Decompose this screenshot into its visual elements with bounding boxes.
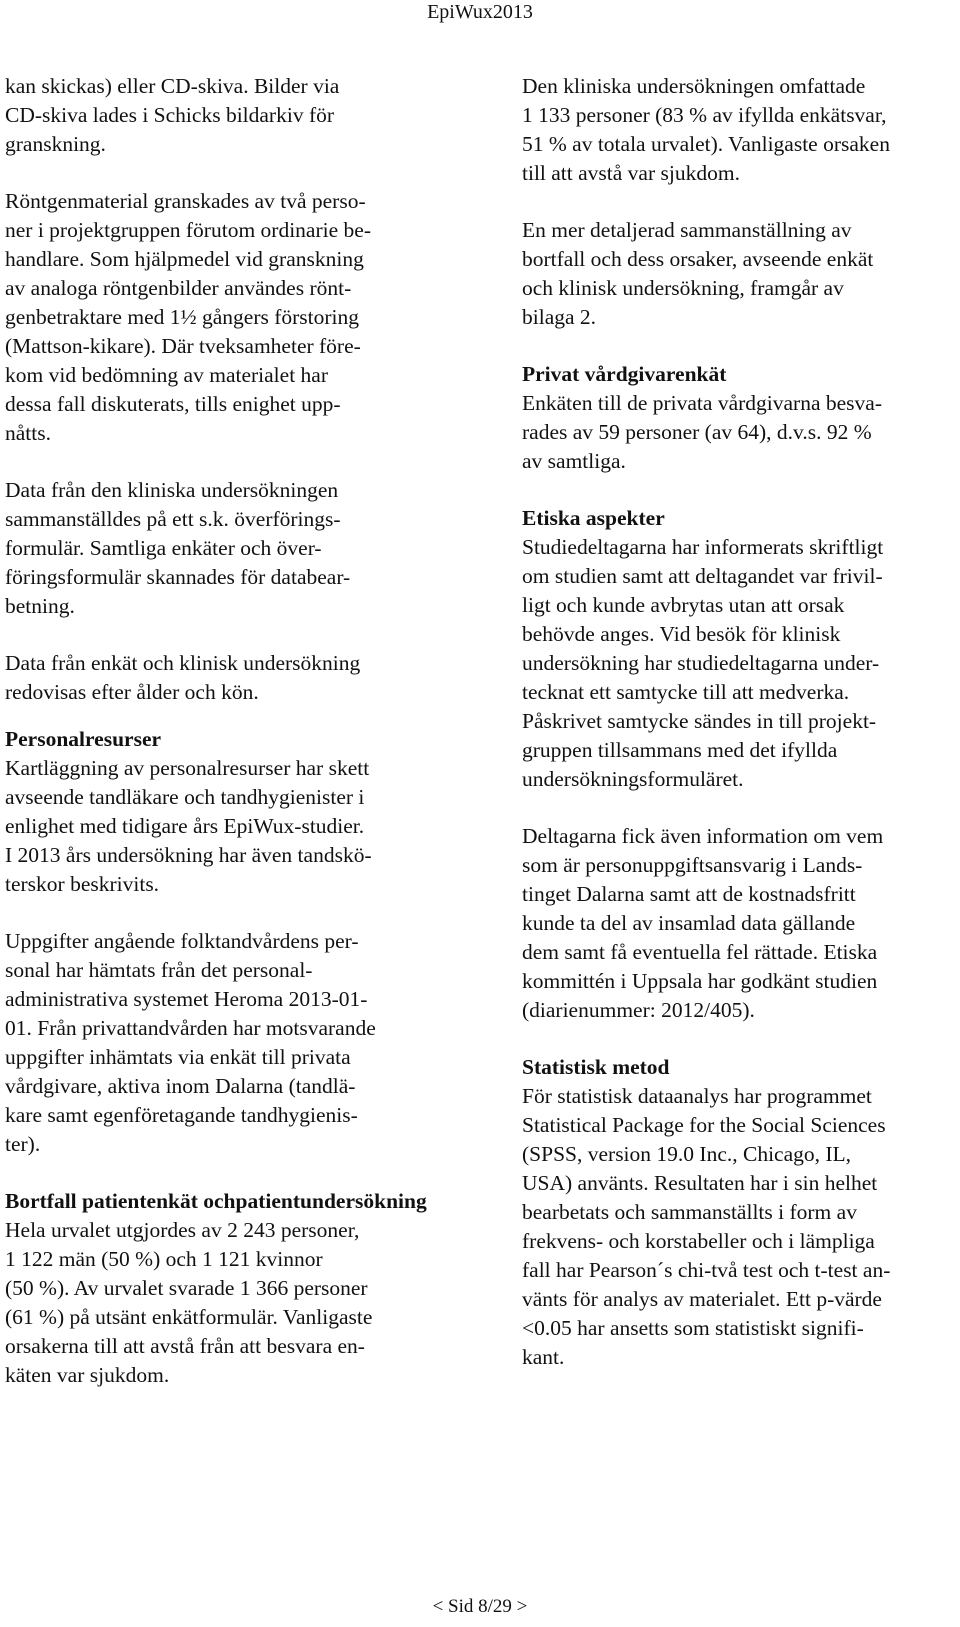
text-line: 01. Från privattandvården har motsvarande [5, 1016, 376, 1040]
text-line: terskor beskrivits. [5, 872, 160, 896]
paragraph [5, 754, 450, 899]
text-line: 1 122 män (50 %) och 1 121 kvinnor [5, 1247, 323, 1271]
text-line: <0.05 har ansetts som statistiskt signifi- [522, 1316, 864, 1340]
text-line: CD-skiva lades i Schicks bildarkiv för [5, 103, 335, 127]
section-bortfall [5, 1187, 450, 1390]
text-line: betning. [5, 594, 75, 618]
text-line: frekvens- och korstabeller och i lämpliga [522, 1229, 875, 1253]
paragraph [5, 72, 450, 159]
text-line: undersökning har studiedeltagarna under- [522, 651, 880, 675]
text-line: kant. [522, 1345, 565, 1369]
text-line: dem samt få eventuella fel rättade. Etiska [522, 940, 878, 964]
text-line: gruppen tillsammans med det ifyllda [522, 738, 838, 762]
text-line: käten var sjukdom. [5, 1363, 170, 1387]
right-column [522, 72, 960, 1400]
text-line: rades av 59 personer (av 64), d.v.s. 92 % [522, 420, 872, 444]
paragraph [522, 533, 960, 794]
section-heading: Privat vårdgivarenkät [522, 362, 727, 386]
text-line: Den kliniska undersökningen omfattade [522, 74, 866, 98]
text-line: handlare. Som hjälpmedel vid granskning [5, 247, 364, 271]
text-line: fall har Pearson´s chi-två test och t-test an- [522, 1258, 891, 1282]
text-line: tecknat ett samtycke till att medverka. [522, 680, 850, 704]
paragraph [5, 476, 450, 621]
text-line: En mer detaljerad sammanställning av [522, 218, 852, 242]
text-line: föringsformulär skannades för databear- [5, 565, 351, 589]
text-line: bearbetats och sammanställts i form av [522, 1200, 857, 1224]
paragraph [522, 389, 960, 476]
text-line: Kartläggning av personalresurser har skett [5, 756, 370, 780]
text-line: ner i projektgruppen förutom ordinarie be- [5, 218, 371, 242]
text-line: kare samt egenföretagande tandhygienis- [5, 1103, 358, 1127]
text-line: Studiedeltagarna har informerats skriftligt [522, 535, 884, 559]
text-line: Deltagarna fick även information om vem [522, 824, 884, 848]
text-line: Data från den kliniska undersökningen [5, 478, 339, 502]
text-line: nåtts. [5, 421, 51, 445]
text-line: enlighet med tidigare års EpiWux-studier. [5, 814, 365, 838]
text-line: Påskrivet samtycke sändes in till projekt- [522, 709, 877, 733]
section-etiska-aspekter [522, 504, 960, 1025]
text-line: 51 % av totala urvalet). Vanligaste orsaken [522, 132, 890, 156]
text-line: 1 133 personer (83 % av ifyllda enkätsvar, [522, 103, 887, 127]
document-title: EpiWux2013 [427, 1, 533, 23]
text-line: vänts för analys av materialet. Ett p-värde [522, 1287, 882, 1311]
text-line: orsakerna till att avstå från att besvara en- [5, 1334, 365, 1358]
section-heading: Statistisk metod [522, 1055, 670, 1079]
text-line: redovisas efter ålder och kön. [5, 680, 259, 704]
text-line: (SPSS, version 19.0 Inc., Chicago, IL, [522, 1142, 852, 1166]
text-line: Röntgenmaterial granskades av två perso- [5, 189, 366, 213]
paragraph [522, 822, 960, 1025]
section-heading [5, 1187, 450, 1216]
section-privat-vardgivarenkat [522, 360, 960, 476]
text-line: Hela urvalet utgjordes av 2 243 personer, [5, 1218, 360, 1242]
text-line: ter). [5, 1132, 41, 1156]
section-heading: Personalresurser [5, 727, 162, 751]
paragraph [522, 216, 960, 332]
text-line: om studien samt att deltagandet var frivil- [522, 564, 883, 588]
text-line: kom vid bedömning av materialet har [5, 363, 329, 387]
text-line: kunde ta del av insamlad data gällande [522, 911, 856, 935]
text-line: patientundersökning [235, 1189, 427, 1213]
text-line: ligt och kunde avbrytas utan att orsak [522, 593, 845, 617]
text-line: sonal har hämtats från det personal- [5, 958, 313, 982]
text-line: Enkäten till de privata vårdgivarna besva- [522, 391, 882, 415]
text-line: av samtliga. [522, 449, 626, 473]
section-heading: Etiska aspekter [522, 506, 665, 530]
text-line: uppgifter inhämtats via enkät till privata [5, 1045, 351, 1069]
section-statistisk-metod [522, 1053, 960, 1372]
text-line: tinget Dalarna samt att de kostnadsfritt [522, 882, 856, 906]
text-line: som är personuppgiftsansvarig i Lands- [522, 853, 863, 877]
left-column [5, 72, 450, 1418]
text-line: dessa fall diskuterats, tills enighet upp- [5, 392, 341, 416]
paragraph [5, 649, 450, 707]
text-line: genbetraktare med 1½ gångers förstoring [5, 305, 360, 329]
text-line: granskning. [5, 132, 106, 156]
text-line: formulär. Samtliga enkäter och över- [5, 536, 322, 560]
text-line: till att avstå var sjukdom. [522, 161, 740, 185]
text-line: sammanställdes på ett s.k. överförings- [5, 507, 341, 531]
text-line: avseende tandläkare och tandhygienister i [5, 785, 365, 809]
text-line: av analoga röntgenbilder användes rönt- [5, 276, 352, 300]
page-number: < Sid 8/29 > [432, 1596, 528, 1617]
text-line: vårdgivare, aktiva inom Dalarna (tandlä- [5, 1074, 356, 1098]
page-footer [0, 1596, 960, 1618]
text-line: För statistisk dataanalys har programmet [522, 1084, 872, 1108]
text-line: (50 %). Av urvalet svarade 1 366 personer [5, 1276, 368, 1300]
text-line: och klinisk undersökning, framgår av [522, 276, 844, 300]
paragraph [522, 1082, 960, 1372]
text-line: undersökningsformuläret. [522, 767, 744, 791]
text-line: bortfall och dess orsaker, avseende enkät [522, 247, 874, 271]
text-line: USA) använts. Resultaten har i sin helhet [522, 1171, 878, 1195]
text-line: Uppgifter angående folktandvårdens per- [5, 929, 359, 953]
text-line: behövde anges. Vid besök för klinisk [522, 622, 841, 646]
running-header [0, 0, 960, 24]
text-line: Bortfall patientenkät och [5, 1189, 236, 1213]
section-personalresurser [5, 725, 450, 1159]
paragraph [5, 927, 450, 1159]
paragraph [5, 1216, 450, 1390]
text-line: (Mattson-kikare). Där tveksamheter före- [5, 334, 361, 358]
text-line: Data från enkät och klinisk undersökning [5, 651, 361, 675]
text-line: I 2013 års undersökning har även tandskö- [5, 843, 372, 867]
text-line: (diarienummer: 2012/405). [522, 998, 755, 1022]
text-line: (61 %) på utsänt enkätformulär. Vanligaste [5, 1305, 373, 1329]
text-line: kan skickas) eller CD-skiva. Bilder via [5, 74, 340, 98]
paragraph [5, 187, 450, 448]
text-line: Statistical Package for the Social Sciences [522, 1113, 886, 1137]
paragraph [522, 72, 960, 188]
text-line: administrativa systemet Heroma 2013-01- [5, 987, 368, 1011]
text-line: bilaga 2. [522, 305, 597, 329]
text-line: kommittén i Uppsala har godkänt studien [522, 969, 878, 993]
